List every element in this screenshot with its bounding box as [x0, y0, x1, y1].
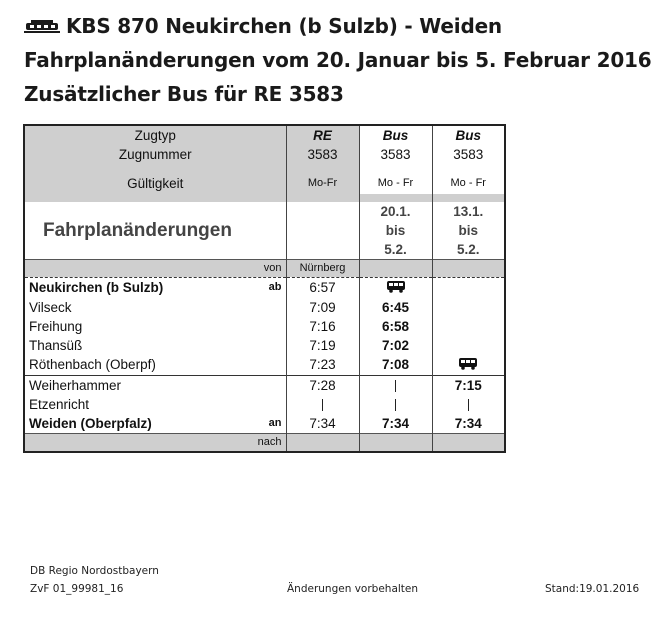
footer-date: Stand:19.01.2016 [545, 583, 640, 595]
header-title: KBS 870 Neukirchen (b Sulzb) - Weiden [66, 14, 502, 38]
pass-through-mark [359, 395, 432, 414]
station-row [24, 355, 505, 375]
time-bus2 [432, 336, 505, 355]
time-bus2 [432, 317, 505, 336]
bus1-period-bis: bis [385, 223, 406, 238]
col-bus1-validity: Mo - Fr [359, 172, 432, 194]
label-fahrplanaenderungen: Fahrplanänderungen [24, 202, 286, 260]
header-subtitle: Fahrplanänderungen vom 20. Januar bis 5. Februar 2016 [24, 48, 652, 72]
time-re: 6:57 [286, 278, 359, 298]
time-re: 7:19 [286, 336, 359, 355]
label-zugtyp: Zugtyp [24, 125, 286, 145]
row-von [24, 260, 505, 278]
time-re: 7:23 [286, 355, 359, 375]
bus2-period-bis: bis [458, 223, 478, 238]
col-bus1-type: Bus [359, 125, 432, 145]
col-re-number: 3583 [286, 145, 359, 164]
timetable [23, 124, 506, 453]
station-name: Etzenricht [24, 395, 286, 414]
time-re: 7:28 [286, 375, 359, 395]
time-bus1: 6:58 [359, 317, 432, 336]
label-zugnummer: Zugnummer [24, 145, 286, 164]
station-name: Weiden (Oberpfalz) an [24, 414, 286, 434]
row-gueltigkeit-spacer [24, 164, 505, 172]
col-re-validity: Mo-Fr [286, 172, 359, 194]
row-gueltigkeit [24, 172, 505, 194]
station-row [24, 336, 505, 355]
station-row [24, 414, 505, 434]
station-name: Röthenbach (Oberpf) [24, 355, 286, 375]
time-bus2: 7:34 [432, 414, 505, 434]
station-name: Thansüß [24, 336, 286, 355]
col-bus2-type: Bus [432, 125, 505, 145]
time-bus1: 7:08 [359, 355, 432, 375]
footer-note: Änderungen vorbehalten [287, 583, 419, 595]
station-name: Freihung [24, 317, 286, 336]
row-fahrplanaenderungen [24, 202, 505, 260]
time-bus2 [432, 298, 505, 317]
header-bus-note: Zusätzlicher Bus für RE 3583 [24, 82, 344, 106]
station-row [24, 298, 505, 317]
label-ab: ab [268, 281, 282, 293]
row-zugtyp [24, 125, 505, 145]
label-nach: nach [24, 433, 286, 452]
label-von: von [24, 260, 286, 278]
bus1-period-start: 20.1. [380, 204, 411, 219]
bus1-period-end: 5.2. [384, 242, 407, 257]
col-bus1-number: 3583 [359, 145, 432, 164]
col-re-period [286, 202, 359, 260]
bus-icon [458, 356, 478, 375]
time-bus1: 7:02 [359, 336, 432, 355]
footer-code: ZvF 01_99981_16 [30, 583, 124, 595]
pass-through-mark [359, 375, 432, 395]
footer-company: DB Regio Nordostbayern [30, 565, 159, 577]
bus-cell [359, 278, 432, 298]
train-icon [24, 16, 60, 40]
col-re-from: Nürnberg [286, 260, 359, 278]
station-row [24, 278, 505, 298]
time-re: 7:34 [286, 414, 359, 434]
station-name: Vilseck [24, 298, 286, 317]
station-name: Neukirchen (b Sulzb) ab [24, 278, 286, 298]
col-bus2-period [432, 202, 505, 260]
label-an: an [268, 416, 282, 429]
bus2-period-start: 13.1. [453, 204, 484, 219]
time-bus1: 7:34 [359, 414, 432, 434]
time-re: 7:16 [286, 317, 359, 336]
time-bus1: 6:45 [359, 298, 432, 317]
row-gueltigkeit-bottom [24, 194, 505, 202]
row-nach [24, 433, 505, 452]
time-bus2 [432, 278, 505, 298]
label-gueltigkeit: Gültigkeit [24, 172, 286, 194]
time-re: 7:09 [286, 298, 359, 317]
col-bus1-period [359, 202, 432, 260]
time-bus2: 7:15 [432, 375, 505, 395]
bus2-period-end: 5.2. [456, 242, 480, 257]
bus-icon [386, 279, 406, 298]
col-bus2-validity: Mo - Fr [432, 172, 505, 194]
col-re-type: RE [286, 125, 359, 145]
pass-through-mark [286, 395, 359, 414]
pass-through-mark [432, 395, 505, 414]
bus-cell [432, 355, 505, 375]
row-zugnummer [24, 145, 505, 164]
station-row [24, 375, 505, 395]
station-row [24, 395, 505, 414]
station-row [24, 317, 505, 336]
col-bus2-number: 3583 [432, 145, 505, 164]
header-line-1 [24, 14, 502, 40]
station-name: Weiherhammer [24, 375, 286, 395]
